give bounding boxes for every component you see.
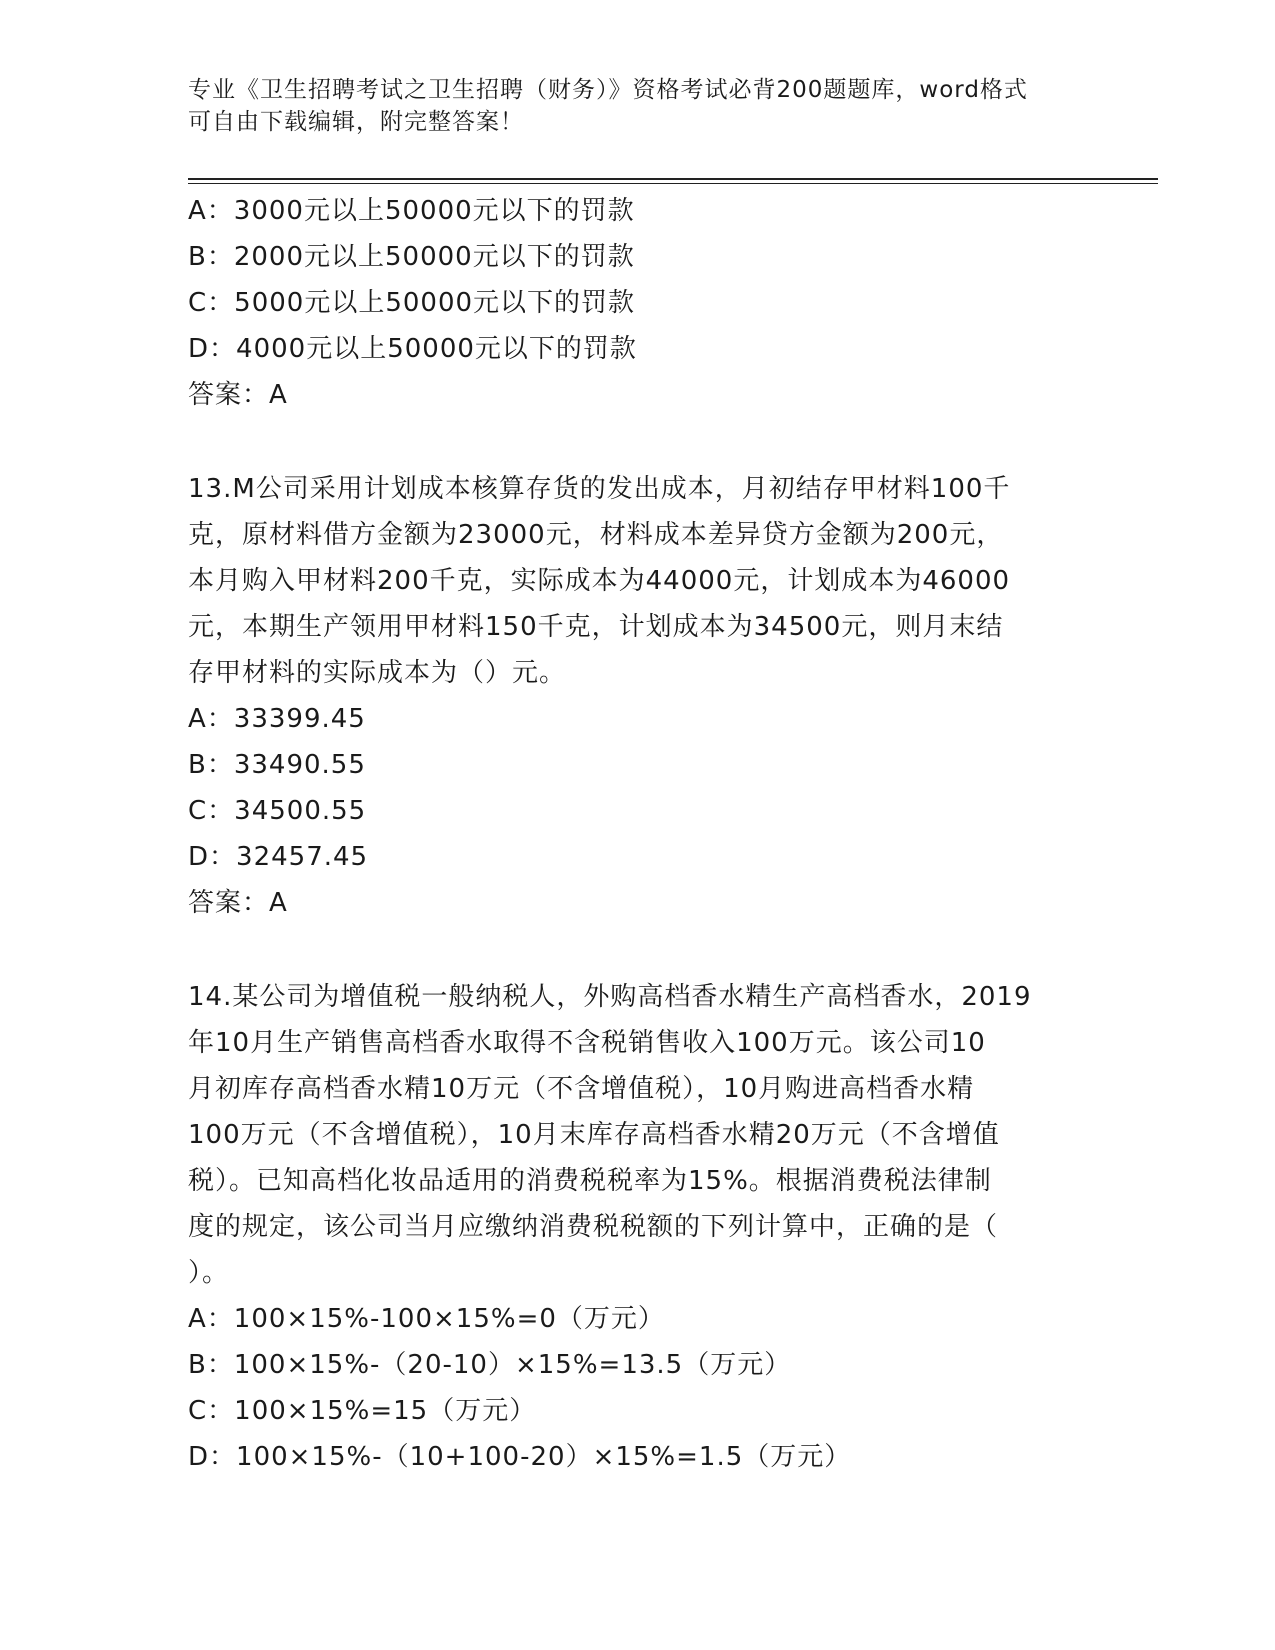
option-a: A：33399.45 xyxy=(188,704,366,734)
question-stem-line: 本月购入甲材料200千克，实际成本为44000元，计划成本为46000 xyxy=(188,566,1011,596)
option-b: B：2000元以上50000元以下的罚款 xyxy=(188,242,635,272)
question-content xyxy=(188,188,1088,1480)
question-stem-line: 克，原材料借方金额为23000元，材料成本差异贷方金额为200元， xyxy=(188,520,1004,550)
header-rule-thick xyxy=(188,178,1158,180)
question-stem-line: 14.某公司为增值税一般纳税人，外购高档香水精生产高档香水，2019 xyxy=(188,982,1032,1012)
option-d: D：100×15%-（10+100-20）×15%=1.5（万元） xyxy=(188,1442,852,1472)
option-a: A：100×15%-100×15%=0（万元） xyxy=(188,1304,665,1334)
question-stem-line: 元，本期生产领用甲材料150千克，计划成本为34500元，则月末结 xyxy=(188,612,1004,642)
option-d: D：32457.45 xyxy=(188,842,369,872)
spacer xyxy=(188,926,1088,974)
header-line-2: 可自由下载编辑，附完整答案！ xyxy=(188,109,524,135)
question-stem-line: 月初库存高档香水精10万元（不含增值税），10月购进高档香水精 xyxy=(188,1074,975,1104)
question-stem-line: ）。 xyxy=(188,1258,230,1288)
option-a: A：3000元以上50000元以下的罚款 xyxy=(188,196,635,226)
question-13 xyxy=(188,466,1088,926)
question-stem-line: 100万元（不含增值税），10月末库存高档香水精20万元（不含增值 xyxy=(188,1120,1000,1150)
question-14 xyxy=(188,974,1088,1480)
option-c: C：34500.55 xyxy=(188,796,367,826)
header-rule-thin xyxy=(188,183,1158,184)
option-c: C：5000元以上50000元以下的罚款 xyxy=(188,288,636,318)
option-d: D：4000元以上50000元以下的罚款 xyxy=(188,334,637,364)
option-b: B：100×15%-（20-10）×15%=13.5（万元） xyxy=(188,1350,792,1380)
question-stem-line: 13.M公司采用计划成本核算存货的发出成本，月初结存甲材料100千 xyxy=(188,474,1011,504)
spacer xyxy=(188,418,1088,466)
option-b: B：33490.55 xyxy=(188,750,366,780)
question-stem-line: 年10月生产销售高档香水取得不含税销售收入100万元。该公司10 xyxy=(188,1028,986,1058)
question-stem-line: 度的规定，该公司当月应缴纳消费税税额的下列计算中，正确的是（ xyxy=(188,1212,999,1242)
question-stem-line: 税）。已知高档化妆品适用的消费税税率为15%。根据消费税法律制 xyxy=(188,1166,992,1196)
option-c: C：100×15%=15（万元） xyxy=(188,1396,537,1426)
answer: 答案：A xyxy=(188,888,288,918)
header-line-1: 专业《卫生招聘考试之卫生招聘（财务）》资格考试必背200题题库，word格式 xyxy=(188,77,1028,103)
question-12 xyxy=(188,188,1088,418)
answer: 答案：A xyxy=(188,380,288,410)
page-header xyxy=(188,74,1068,138)
question-stem-line: 存甲材料的实际成本为（）元。 xyxy=(188,658,567,688)
